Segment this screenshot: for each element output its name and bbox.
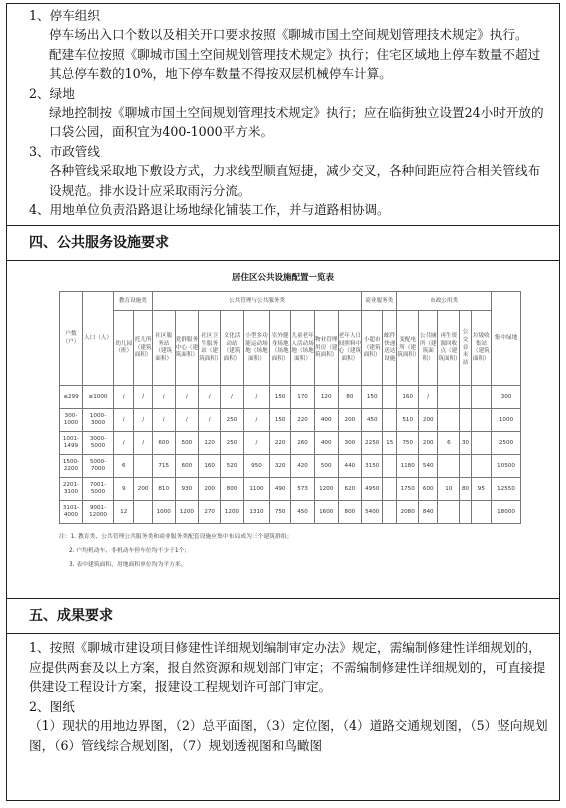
table-cell xyxy=(383,478,397,501)
table-cell: 3000-5000 xyxy=(83,432,114,455)
paragraph-land-user: 4、用地单位负责沿路退让场地绿化铺装工作，并与道路相协调。 xyxy=(29,202,390,218)
table-cell: 18000 xyxy=(492,501,521,524)
paragraph-plan-approval: 1、按照《聊城市建设项目修建性详细规划编制审定办法》规定，需编制修建性详细规划的，应提供两套及以上方案，报自然资源和规划部门审定；不需编制修建性详细规划的，可直接提供建设工程设计方案，报建设工程规划许可部门审定。 xyxy=(29,640,546,695)
col-header: 小超市（建筑面积） xyxy=(362,311,383,386)
table-cell xyxy=(471,386,491,409)
table-cell: 1000 xyxy=(492,409,521,432)
table-cell xyxy=(383,501,397,524)
table-cell: / xyxy=(199,409,221,432)
col-header: 室外健身场地（场地面积） xyxy=(270,311,291,386)
table-cell: 1600 xyxy=(314,501,338,524)
group-header: 市政公用类 xyxy=(397,292,492,311)
table-cell: 10 xyxy=(438,478,460,501)
table-cell: 2250 xyxy=(362,432,383,455)
table-cell: 95 xyxy=(471,478,491,501)
table-cell: 600 xyxy=(419,478,438,501)
table-cell: 573 xyxy=(291,478,315,501)
table-cell: 510 xyxy=(397,409,419,432)
table-row xyxy=(60,409,521,432)
table-cell: 420 xyxy=(291,455,315,478)
table-cell: 10500 xyxy=(492,455,521,478)
table-cell: 450 xyxy=(291,501,315,524)
table-row xyxy=(60,455,521,478)
table-cell: 500 xyxy=(175,432,199,455)
paragraph-parking-entrances: 停车场出入口个数以及相关开口要求按照《聊城市国土空间规划管理技术规定》执行。 xyxy=(49,27,528,43)
heading-green: 2、绿地 xyxy=(29,85,75,101)
table-cell xyxy=(471,432,491,455)
table-cell: 715 xyxy=(152,455,175,478)
col-header: 小型多功能运动场地（场地面积） xyxy=(243,311,269,386)
table-cell: 3150 xyxy=(362,455,383,478)
table-cell: ≤299 xyxy=(60,386,83,409)
table-cell: 800 xyxy=(338,501,362,524)
table-cell: 620 xyxy=(338,478,362,501)
table-cell: 200 xyxy=(199,478,221,501)
table-cell: 5000-7000 xyxy=(83,455,114,478)
col-header: 变配电所（建筑面积） xyxy=(397,311,419,386)
table-cell xyxy=(471,409,491,432)
paragraph-pipelines: 各种管线采取地下敷设方式，力求线型顺直短捷，减少交叉，各种间距应符合相关管线布设规范。排水设计应采取雨污分流。 xyxy=(49,163,541,198)
table-cell: 450 xyxy=(362,409,383,432)
table-cell xyxy=(438,409,460,432)
table-cell: 800 xyxy=(221,478,244,501)
table-cell: 520 xyxy=(221,455,244,478)
table-cell: 1310 xyxy=(243,501,269,524)
table-cell: 1000-3000 xyxy=(83,409,114,432)
table-row xyxy=(60,432,521,455)
table-cell: / xyxy=(199,386,221,409)
table-cell: 200 xyxy=(419,409,438,432)
table-cell: 1200 xyxy=(175,501,199,524)
table-cell xyxy=(383,455,397,478)
table-cell: 15 xyxy=(383,432,397,455)
table-cell: 80 xyxy=(338,386,362,409)
group-header: 公共管理与公共服务类 xyxy=(152,292,361,311)
table-body xyxy=(60,386,521,524)
table-cell: 6 xyxy=(438,432,460,455)
table-row xyxy=(60,478,521,501)
table-cell: 3101-4000 xyxy=(60,501,83,524)
table-cell: 30 xyxy=(460,432,471,455)
col-header: 集中绿地 xyxy=(492,292,521,386)
table-cell: 120 xyxy=(199,432,221,455)
facility-table-area xyxy=(7,260,559,598)
facility-table xyxy=(59,291,521,524)
table-cell: / xyxy=(243,432,269,455)
table-cell: 150 xyxy=(362,386,383,409)
table-cell: 270 xyxy=(199,501,221,524)
table-cell: / xyxy=(152,409,175,432)
col-header: 儿童老年人活动场地（场地面积） xyxy=(291,311,315,386)
table-cell: 810 xyxy=(152,478,175,501)
col-header: 物业管理用房（建筑面积） xyxy=(314,311,338,386)
col-header: 人口（人） xyxy=(83,292,114,386)
table-cell: 2080 xyxy=(397,501,419,524)
table-cell xyxy=(460,409,471,432)
table-cell: 1100 xyxy=(243,478,269,501)
table-cell: / xyxy=(175,409,199,432)
col-header: 社区卫生服务站（建筑面积） xyxy=(199,311,221,386)
table-cell: 160 xyxy=(397,386,419,409)
group-header: 教育设施类 xyxy=(114,292,153,311)
table-cell: 220 xyxy=(270,432,291,455)
table-cell: / xyxy=(134,409,152,432)
group-header: 商业服务类 xyxy=(362,292,397,311)
col-header: 社区服务站（建筑面积） xyxy=(152,311,175,386)
table-cell: 2201-3100 xyxy=(60,478,83,501)
table-cell: 2500 xyxy=(492,432,521,455)
col-header: 老年人日间照料中心（建筑面积） xyxy=(338,311,362,386)
table-cell: 1500-2200 xyxy=(60,455,83,478)
section-title-public-facilities: 四、公共服务设施要求 xyxy=(7,225,559,260)
col-header: 户数（户） xyxy=(60,292,83,386)
table-cell: 200 xyxy=(419,432,438,455)
table-cell: 5400 xyxy=(362,501,383,524)
table-cell: / xyxy=(114,409,134,432)
paragraph-drawings: （1）现状的用地边界图，（2）总平面图，（3）定位图，（4）道路交通规划图，（5）竖向规划图，（6）管线综合规划图，（7）规划透视图和鸟瞰图 xyxy=(29,718,548,753)
table-cell: 6 xyxy=(114,455,134,478)
col-header: 垃圾收集站（建筑面积） xyxy=(471,311,491,386)
table-cell: 1000 xyxy=(152,501,175,524)
table-cell: 7001-5000 xyxy=(83,478,114,501)
table-cell: 12550 xyxy=(492,478,521,501)
table-cell: 170 xyxy=(291,386,315,409)
col-header: 公交首末站 xyxy=(460,311,471,386)
table-cell: 930 xyxy=(175,478,199,501)
table-cell: 540 xyxy=(419,455,438,478)
table-cell: 840 xyxy=(419,501,438,524)
table-cell: 300 xyxy=(338,432,362,455)
table-cell xyxy=(438,386,460,409)
table-cell: / xyxy=(134,432,152,455)
heading-pipelines: 3、市政管线 xyxy=(29,143,100,159)
table-cell: 320 xyxy=(270,455,291,478)
col-header: 邮件快递送达设施 xyxy=(383,311,397,386)
table-note: 2. 户均机动车、非机动车停车位均不少于1个； xyxy=(69,548,191,555)
table-cell: 500 xyxy=(314,455,338,478)
table-cell: 400 xyxy=(314,409,338,432)
table-cell: 160 xyxy=(199,455,221,478)
table-title: 居住区公共设施配置一览表 xyxy=(231,273,334,284)
table-cell: 9001-12000 xyxy=(83,501,114,524)
table-row xyxy=(60,386,521,409)
table-cell xyxy=(134,501,152,524)
col-header: 文化活动站（建筑面积） xyxy=(221,311,244,386)
section-title-deliverables: 五、成果要求 xyxy=(7,598,559,633)
table-cell: 9 xyxy=(114,478,134,501)
table-cell: 4950 xyxy=(362,478,383,501)
table-cell: / xyxy=(134,386,152,409)
table-cell: 250 xyxy=(221,409,244,432)
table-cell: 1180 xyxy=(397,455,419,478)
col-header: 再生资源回收点（建筑面积） xyxy=(438,311,460,386)
table-cell: 750 xyxy=(270,501,291,524)
heading-drawings: 2、图纸 xyxy=(29,698,75,714)
paragraph-green: 绿地控制按《聊城市国土空间规划管理技术规定》执行；应在临街独立设置24小时开放的口袋公园，面积宜为400-1000平方米。 xyxy=(49,105,544,140)
table-cell: 300 xyxy=(492,386,521,409)
table-cell: 950 xyxy=(243,455,269,478)
heading-parking: 1、停车组织 xyxy=(29,8,100,23)
col-header: 公共厕所（建筑面积） xyxy=(419,311,438,386)
table-note: 3. 表中建筑面积、用地面积单位均为平方米。 xyxy=(69,562,187,569)
table-cell xyxy=(383,409,397,432)
table-cell xyxy=(438,501,460,524)
table-cell xyxy=(471,455,491,478)
table-cell: 300-1000 xyxy=(60,409,83,432)
table-cell: 200 xyxy=(134,478,152,501)
table-cell: 80 xyxy=(460,478,471,501)
table-cell: 490 xyxy=(270,478,291,501)
table-cell: 400 xyxy=(314,432,338,455)
table-cell: 440 xyxy=(338,455,362,478)
col-header: 党群服务中心（建筑面积） xyxy=(175,311,199,386)
requirements-block xyxy=(7,4,559,225)
deliverables-block xyxy=(7,633,559,754)
table-cell: 220 xyxy=(291,409,315,432)
table-cell: 750 xyxy=(397,432,419,455)
table-cell: 1200 xyxy=(314,478,338,501)
table-cell: / xyxy=(221,386,244,409)
document-page xyxy=(6,3,560,801)
table-cell: / xyxy=(114,386,134,409)
table-cell xyxy=(438,455,460,478)
col-header: 幼儿园（班） xyxy=(114,311,134,386)
table-cell: / xyxy=(243,386,269,409)
table-cell: 150 xyxy=(270,386,291,409)
table-cell xyxy=(460,501,471,524)
table-cell: 150 xyxy=(270,409,291,432)
table-cell: 250 xyxy=(221,432,244,455)
table-cell xyxy=(134,455,152,478)
col-header: 托儿所（建筑面积） xyxy=(134,311,152,386)
table-cell: 12 xyxy=(114,501,134,524)
table-cell: 1200 xyxy=(221,501,244,524)
table-note: 注：1. 教育类、公共管理公共服务类和商业服务类配套设施应集中布局成为三个建筑群组； xyxy=(59,534,293,541)
table-cell: / xyxy=(419,386,438,409)
table-cell: 200 xyxy=(338,409,362,432)
table-cell xyxy=(460,386,471,409)
table-cell xyxy=(460,455,471,478)
table-cell: / xyxy=(175,386,199,409)
table-cell xyxy=(383,386,397,409)
table-cell: / xyxy=(243,409,269,432)
table-cell: 600 xyxy=(152,432,175,455)
table-cell: 1001-1499 xyxy=(60,432,83,455)
paragraph-parking-spaces: 配建车位按照《聊城市国土空间规划管理技术规定》执行；住宅区域地上停车数量不超过其总停车数的10%，地下停车数量不得按双层机械停车计算。 xyxy=(49,46,541,82)
table-cell: 120 xyxy=(314,386,338,409)
table-cell: / xyxy=(114,432,134,455)
table-cell: / xyxy=(152,386,175,409)
table-cell xyxy=(471,501,491,524)
table-notes xyxy=(59,530,559,572)
table-cell: 1750 xyxy=(397,478,419,501)
table-cell: 600 xyxy=(175,455,199,478)
table-cell: ≤1000 xyxy=(83,386,114,409)
table-cell: 260 xyxy=(291,432,315,455)
table-row xyxy=(60,501,521,524)
